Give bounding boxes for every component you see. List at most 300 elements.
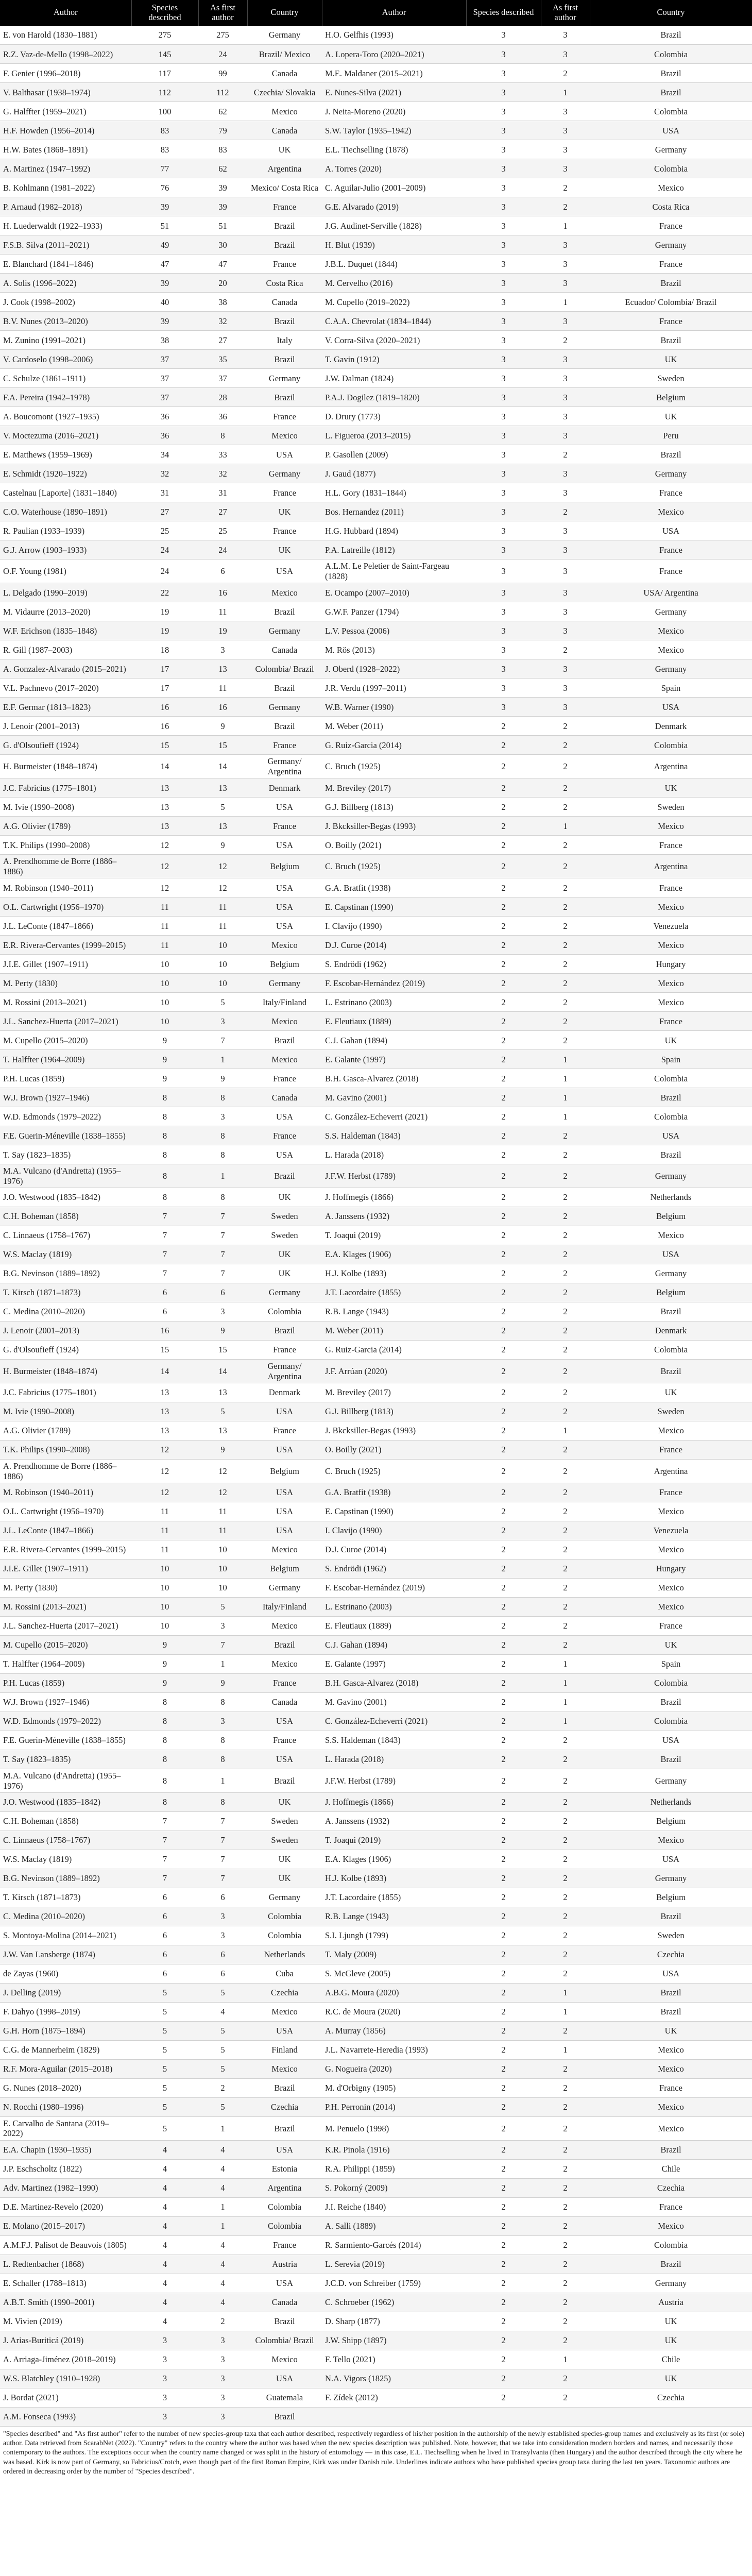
as-first-author-cell: 1 <box>198 2197 247 2216</box>
author-cell: R. Gill (1987–2003) <box>0 640 131 659</box>
as-first-author-cell-2: 3 <box>541 659 590 679</box>
species-described-cell-2: 2 <box>466 1964 541 1984</box>
species-described-cell: 25 <box>131 521 198 540</box>
country-cell-2: Germany <box>590 464 752 483</box>
species-described-cell: 5 <box>131 2060 198 2079</box>
as-first-author-cell: 3 <box>198 1712 247 1731</box>
author-cell: J.L. Sanchez-Huerta (2017–2021) <box>0 1617 131 1636</box>
author-cell-2: C. Bruch (1925) <box>322 855 466 878</box>
table-row <box>0 1888 752 1907</box>
country-cell-2: Mexico <box>590 1502 752 1521</box>
species-described-cell-2: 2 <box>466 1750 541 1769</box>
country-cell: Colombia <box>247 1907 322 1926</box>
species-described-cell-2: 2 <box>466 2274 541 2293</box>
country-cell: Mexico <box>247 1617 322 1636</box>
author-cell-2: G.A. Bratfit (1938) <box>322 878 466 897</box>
author-cell: J.P. Eschscholtz (1822) <box>0 2159 131 2178</box>
table-row <box>0 1421 752 1440</box>
table-row <box>0 560 752 583</box>
as-first-author-cell-2: 2 <box>541 1460 590 1483</box>
species-described-cell: 4 <box>131 2140 198 2159</box>
country-cell: Belgium <box>247 955 322 974</box>
as-first-author-cell: 5 <box>198 2022 247 2041</box>
author-cell-2: L. Figueroa (2013–2015) <box>322 426 466 445</box>
table-row <box>0 640 752 659</box>
table-row <box>0 1360 752 1383</box>
species-described-cell: 37 <box>131 350 198 369</box>
species-described-cell: 7 <box>131 1207 198 1226</box>
table-row <box>0 1617 752 1636</box>
author-cell-2: J.W. Shipp (1897) <box>322 2331 466 2350</box>
author-cell: J.L. LeConte (1847–1866) <box>0 1521 131 1540</box>
as-first-author-cell-2: 3 <box>541 235 590 255</box>
as-first-author-cell: 7 <box>198 1264 247 1283</box>
species-described-cell: 6 <box>131 1283 198 1302</box>
country-cell: USA <box>247 1521 322 1540</box>
as-first-author-cell: 12 <box>198 1483 247 1502</box>
species-described-cell: 11 <box>131 936 198 955</box>
as-first-author-cell: 9 <box>198 717 247 736</box>
as-first-author-cell-2: 2 <box>541 2274 590 2293</box>
author-cell: E.R. Rivera-Cervantes (1999–2015) <box>0 1540 131 1560</box>
table-row <box>0 679 752 698</box>
country-cell: USA <box>247 1483 322 1502</box>
as-first-author-cell: 4 <box>198 2255 247 2274</box>
species-described-cell: 4 <box>131 2197 198 2216</box>
as-first-author-cell-2: 1 <box>541 1655 590 1674</box>
country-cell: UK <box>247 1850 322 1869</box>
as-first-author-cell: 1 <box>198 1164 247 1188</box>
species-described-cell-2: 2 <box>466 1360 541 1383</box>
table-row <box>0 1145 752 1164</box>
table-row <box>0 717 752 736</box>
species-described-cell: 10 <box>131 1012 198 1031</box>
species-described-cell: 117 <box>131 64 198 83</box>
author-cell-2: T. Gavin (1912) <box>322 350 466 369</box>
country-cell-2: Brazil <box>590 26 752 45</box>
author-cell: J. Lenoir (2001–2013) <box>0 1321 131 1341</box>
author-cell: W.S. Maclay (1819) <box>0 1245 131 1264</box>
country-cell-2: France <box>590 2197 752 2216</box>
country-cell-2: UK <box>590 1031 752 1050</box>
author-cell: A. Boucomont (1927–1935) <box>0 407 131 426</box>
table-row <box>0 2312 752 2331</box>
country-cell-2: Mexico <box>590 897 752 917</box>
as-first-author-cell: 6 <box>198 560 247 583</box>
author-cell-2: E. Nunes-Silva (2021) <box>322 83 466 102</box>
as-first-author-cell: 14 <box>198 1360 247 1383</box>
species-described-cell: 22 <box>131 583 198 602</box>
as-first-author-cell-2: 2 <box>541 2216 590 2235</box>
as-first-author-cell-2: 2 <box>541 798 590 817</box>
author-cell: N. Rocchi (1980–1996) <box>0 2098 131 2117</box>
as-first-author-cell: 12 <box>198 878 247 897</box>
author-cell: F.E. Guerin-Méneville (1838–1855) <box>0 1126 131 1145</box>
table-row <box>0 1483 752 1502</box>
author-cell-2: E. Capstinan (1990) <box>322 1502 466 1521</box>
as-first-author-cell: 8 <box>198 1731 247 1750</box>
table-row <box>0 1750 752 1769</box>
country-cell: Sweden <box>247 1831 322 1850</box>
author-cell-2: L. Harada (2018) <box>322 1750 466 1769</box>
as-first-author-cell: 62 <box>198 159 247 178</box>
species-described-cell-2: 3 <box>466 621 541 640</box>
as-first-author-cell: 11 <box>198 897 247 917</box>
country-cell-2: Hungary <box>590 955 752 974</box>
as-first-author-cell: 4 <box>198 2159 247 2178</box>
author-cell-2: J.I. Reiche (1840) <box>322 2197 466 2216</box>
as-first-author-cell-2: 2 <box>541 993 590 1012</box>
as-first-author-cell-2: 2 <box>541 2117 590 2141</box>
author-cell-2: A. Janssens (1932) <box>322 1207 466 1226</box>
species-described-cell: 8 <box>131 1731 198 1750</box>
species-described-cell-2: 2 <box>466 2331 541 2350</box>
country-cell-2: Spain <box>590 679 752 698</box>
country-cell: Colombia <box>247 1302 322 1321</box>
as-first-author-cell: 5 <box>198 2098 247 2117</box>
species-described-cell: 5 <box>131 2022 198 2041</box>
table-row <box>0 2407 752 2426</box>
table-row <box>0 2003 752 2022</box>
species-described-cell: 39 <box>131 274 198 293</box>
author-cell: C.H. Boheman (1858) <box>0 1812 131 1831</box>
author-cell: V. Moctezuma (2016–2021) <box>0 426 131 445</box>
as-first-author-cell-2: 3 <box>541 140 590 159</box>
author-cell: J.L. Sanchez-Huerta (2017–2021) <box>0 1012 131 1031</box>
species-described-cell-2: 3 <box>466 426 541 445</box>
author-cell: A. Prendhomme de Borre (1886–1886) <box>0 855 131 878</box>
author-cell-2: M.E. Maldaner (2015–2021) <box>322 64 466 83</box>
author-cell-2: D.J. Curoe (2014) <box>322 1540 466 1560</box>
table-row <box>0 2098 752 2117</box>
country-cell-2: Denmark <box>590 717 752 736</box>
table-row <box>0 2022 752 2041</box>
author-cell-2: S.I. Ljungh (1799) <box>322 1926 466 1945</box>
table-header <box>0 0 752 26</box>
as-first-author-cell: 37 <box>198 369 247 388</box>
country-cell: France <box>247 2235 322 2255</box>
table-row <box>0 855 752 878</box>
species-described-cell: 16 <box>131 717 198 736</box>
author-cell: L. Delgado (1990–2019) <box>0 583 131 602</box>
country-cell: Mexico <box>247 102 322 121</box>
author-cell-2: J.L. Navarrete-Heredia (1993) <box>322 2041 466 2060</box>
author-cell-2: T. Maly (2009) <box>322 1945 466 1964</box>
species-described-cell: 83 <box>131 121 198 140</box>
table-row <box>0 1521 752 1540</box>
country-cell-2: Mexico <box>590 2216 752 2235</box>
table-row <box>0 1964 752 1984</box>
as-first-author-cell: 10 <box>198 1579 247 1598</box>
as-first-author-cell-2: 2 <box>541 1636 590 1655</box>
country-cell: Guatemala <box>247 2388 322 2407</box>
species-described-cell: 10 <box>131 1617 198 1636</box>
author-cell-2: S. Endrödi (1962) <box>322 955 466 974</box>
as-first-author-cell-2: 1 <box>541 83 590 102</box>
country-cell-2: Brazil <box>590 1693 752 1712</box>
table-row <box>0 2235 752 2255</box>
table-row <box>0 1383 752 1402</box>
author-cell: E. Blanchard (1841–1846) <box>0 255 131 274</box>
country-cell-2: USA <box>590 1850 752 1869</box>
country-cell-2: Brazil <box>590 1302 752 1321</box>
as-first-author-cell: 7 <box>198 1812 247 1831</box>
species-described-cell: 275 <box>131 26 198 45</box>
table-row <box>0 817 752 836</box>
as-first-author-cell-2: 2 <box>541 640 590 659</box>
author-cell-2: S. Endrödi (1962) <box>322 1560 466 1579</box>
species-described-cell-2: 2 <box>466 1283 541 1302</box>
country-cell-2: Mexico <box>590 974 752 993</box>
country-cell: France <box>247 1341 322 1360</box>
author-cell: W.J. Brown (1927–1946) <box>0 1088 131 1107</box>
as-first-author-cell: 15 <box>198 736 247 755</box>
country-cell: UK <box>247 1793 322 1812</box>
author-cell: C. Medina (2010–2020) <box>0 1907 131 1926</box>
species-described-cell-2: 2 <box>466 1069 541 1088</box>
species-described-cell-2: 3 <box>466 102 541 121</box>
col-header-country-2: Country <box>590 0 752 26</box>
author-cell-2: C.A.A. Chevrolat (1834–1844) <box>322 312 466 331</box>
country-cell-2: France <box>590 483 752 502</box>
country-cell-2: Mexico <box>590 640 752 659</box>
species-described-cell: 4 <box>131 2235 198 2255</box>
as-first-author-cell: 10 <box>198 955 247 974</box>
col-header-species-described: Species described <box>131 0 198 26</box>
country-cell-2: Ecuador/ Colombia/ Brazil <box>590 293 752 312</box>
species-described-cell: 8 <box>131 1693 198 1712</box>
as-first-author-cell: 5 <box>198 993 247 1012</box>
table-row <box>0 755 752 778</box>
species-described-cell-2: 2 <box>466 1907 541 1926</box>
country-cell: Germany <box>247 974 322 993</box>
species-described-cell: 9 <box>131 1031 198 1050</box>
author-cell: J.O. Westwood (1835–1842) <box>0 1793 131 1812</box>
country-cell: USA <box>247 2022 322 2041</box>
species-described-cell: 112 <box>131 83 198 102</box>
as-first-author-cell: 36 <box>198 407 247 426</box>
species-described-cell: 4 <box>131 2159 198 2178</box>
as-first-author-cell-2: 2 <box>541 1926 590 1945</box>
species-described-cell-2: 2 <box>466 2079 541 2098</box>
table-row <box>0 1850 752 1869</box>
author-cell: E. von Harold (1830–1881) <box>0 26 131 45</box>
country-cell-2: France <box>590 1483 752 1502</box>
country-cell-2: Mexico <box>590 1226 752 1245</box>
author-cell-2: C. Aguilar-Julio (2001–2009) <box>322 178 466 197</box>
country-cell: UK <box>247 540 322 560</box>
species-described-cell-2: 3 <box>466 178 541 197</box>
species-described-cell-2: 3 <box>466 121 541 140</box>
table-row <box>0 159 752 178</box>
as-first-author-cell-2: 3 <box>541 350 590 369</box>
species-described-cell-2: 2 <box>466 917 541 936</box>
country-cell: Brazil <box>247 1769 322 1793</box>
as-first-author-cell-2: 2 <box>541 1560 590 1579</box>
species-described-cell-2: 2 <box>466 1831 541 1850</box>
as-first-author-cell-2: 2 <box>541 445 590 464</box>
author-cell: M. Vivien (2019) <box>0 2312 131 2331</box>
table-row <box>0 255 752 274</box>
species-described-cell-2: 2 <box>466 2369 541 2388</box>
author-cell: M. Robinson (1940–2011) <box>0 878 131 897</box>
as-first-author-cell: 8 <box>198 1088 247 1107</box>
country-cell-2: Brazil <box>590 2003 752 2022</box>
species-described-cell: 27 <box>131 502 198 521</box>
species-described-cell-2: 2 <box>466 855 541 878</box>
country-cell-2: Mexico <box>590 936 752 955</box>
species-described-cell-2: 2 <box>466 974 541 993</box>
author-cell: J.C. Fabricius (1775–1801) <box>0 778 131 798</box>
country-cell-2: Venezuela <box>590 1521 752 1540</box>
author-cell: J.I.E. Gillet (1907–1911) <box>0 955 131 974</box>
author-cell-2: W.B. Warner (1990) <box>322 698 466 717</box>
author-cell-2: C. González-Echeverri (2021) <box>322 1712 466 1731</box>
table-row <box>0 1831 752 1850</box>
country-cell-2: Sweden <box>590 1926 752 1945</box>
country-cell-2: Czechia <box>590 1945 752 1964</box>
author-cell-2: G. Nogueira (2020) <box>322 2060 466 2079</box>
as-first-author-cell: 275 <box>198 26 247 45</box>
table-row <box>0 778 752 798</box>
as-first-author-cell-2: 3 <box>541 679 590 698</box>
species-described-cell: 37 <box>131 369 198 388</box>
table-row <box>0 2255 752 2274</box>
species-described-cell: 4 <box>131 2255 198 2274</box>
species-described-cell-2: 2 <box>466 1888 541 1907</box>
country-cell: USA <box>247 1402 322 1421</box>
as-first-author-cell: 9 <box>198 1321 247 1341</box>
country-cell: Argentina <box>247 159 322 178</box>
author-cell-2: E. Capstinan (1990) <box>322 897 466 917</box>
species-described-cell: 14 <box>131 1360 198 1383</box>
species-described-cell-2: 2 <box>466 1207 541 1226</box>
table-row <box>0 1460 752 1483</box>
author-cell: T. Say (1823–1835) <box>0 1145 131 1164</box>
author-cell: C.G. de Mannerheim (1829) <box>0 2041 131 2060</box>
as-first-author-cell-2: 2 <box>541 1598 590 1617</box>
author-cell: W.J. Brown (1927–1946) <box>0 1693 131 1712</box>
species-described-cell: 3 <box>131 2407 198 2426</box>
country-cell: USA <box>247 560 322 583</box>
species-described-cell: 24 <box>131 540 198 560</box>
as-first-author-cell: 25 <box>198 521 247 540</box>
as-first-author-cell-2: 3 <box>541 407 590 426</box>
table-row <box>0 197 752 216</box>
country-cell-2: Austria <box>590 2293 752 2312</box>
author-cell-2: M. Cupello (2019–2022) <box>322 293 466 312</box>
species-described-cell: 76 <box>131 178 198 197</box>
species-described-cell-2: 2 <box>466 1440 541 1460</box>
table-row <box>0 1188 752 1207</box>
as-first-author-cell: 9 <box>198 1069 247 1088</box>
species-described-cell: 38 <box>131 331 198 350</box>
table-row <box>0 369 752 388</box>
country-cell: Colombia <box>247 2197 322 2216</box>
author-cell: R.Z. Vaz-de-Mello (1998–2022) <box>0 45 131 64</box>
country-cell-2: Brazil <box>590 1088 752 1107</box>
as-first-author-cell: 47 <box>198 255 247 274</box>
author-cell: A. Arriaga-Jiménez (2018–2019) <box>0 2350 131 2369</box>
country-cell: Canada <box>247 1088 322 1107</box>
as-first-author-cell-2: 2 <box>541 178 590 197</box>
as-first-author-cell-2: 2 <box>541 1402 590 1421</box>
species-described-cell: 6 <box>131 1888 198 1907</box>
as-first-author-cell-2: 2 <box>541 1321 590 1341</box>
author-cell-2: C. Bruch (1925) <box>322 1460 466 1483</box>
species-described-cell-2: 2 <box>466 2060 541 2079</box>
species-described-cell-2: 3 <box>466 235 541 255</box>
author-cell: M. Perty (1830) <box>0 974 131 993</box>
species-described-cell-2: 2 <box>466 1674 541 1693</box>
author-cell: A. Solis (1996–2022) <box>0 274 131 293</box>
country-cell-2: Mexico <box>590 1579 752 1598</box>
as-first-author-cell-2: 1 <box>541 1712 590 1731</box>
species-described-cell: 10 <box>131 1579 198 1598</box>
as-first-author-cell-2: 3 <box>541 521 590 540</box>
species-described-cell: 51 <box>131 216 198 235</box>
as-first-author-cell-2: 3 <box>541 426 590 445</box>
country-cell-2: UK <box>590 1383 752 1402</box>
country-cell: Denmark <box>247 1383 322 1402</box>
as-first-author-cell-2: 2 <box>541 2140 590 2159</box>
species-described-cell: 39 <box>131 197 198 216</box>
country-cell: Brazil <box>247 2079 322 2098</box>
country-cell: Italy <box>247 331 322 350</box>
author-cell: A.B.T. Smith (1990–2001) <box>0 2293 131 2312</box>
author-cell-2: D.J. Curoe (2014) <box>322 936 466 955</box>
as-first-author-cell-2: 2 <box>541 2369 590 2388</box>
species-described-cell: 8 <box>131 1188 198 1207</box>
as-first-author-cell: 35 <box>198 350 247 369</box>
country-cell: France <box>247 197 322 216</box>
as-first-author-cell: 3 <box>198 1926 247 1945</box>
author-cell-2: H. Blut (1939) <box>322 235 466 255</box>
author-cell: J.L. LeConte (1847–1866) <box>0 917 131 936</box>
author-cell-2: J.T. Lacordaire (1855) <box>322 1283 466 1302</box>
country-cell: Brazil <box>247 388 322 407</box>
author-cell-2: C. Bruch (1925) <box>322 755 466 778</box>
species-described-cell: 10 <box>131 955 198 974</box>
country-cell-2: Belgium <box>590 1812 752 1831</box>
species-described-cell-2: 2 <box>466 2312 541 2331</box>
as-first-author-cell: 5 <box>198 1402 247 1421</box>
country-cell: Mexico/ Costa Rica <box>247 178 322 197</box>
author-cell: L. Redtenbacher (1868) <box>0 2255 131 2274</box>
species-described-cell-2: 2 <box>466 1579 541 1598</box>
country-cell: Belgium <box>247 1560 322 1579</box>
species-described-cell-2: 2 <box>466 1088 541 1107</box>
species-described-cell-2: 3 <box>466 464 541 483</box>
as-first-author-cell: 13 <box>198 659 247 679</box>
species-described-cell: 13 <box>131 1383 198 1402</box>
as-first-author-cell-2: 2 <box>541 1907 590 1926</box>
as-first-author-cell: 10 <box>198 1560 247 1579</box>
as-first-author-cell-2: 2 <box>541 1188 590 1207</box>
species-described-cell: 6 <box>131 1302 198 1321</box>
country-cell: Germany <box>247 369 322 388</box>
author-cell-2: P. Gasollen (2009) <box>322 445 466 464</box>
author-cell: O.F. Young (1981) <box>0 560 131 583</box>
country-cell-2: Mexico <box>590 1831 752 1850</box>
country-cell-2: Brazil <box>590 1984 752 2003</box>
species-described-cell: 13 <box>131 1402 198 1421</box>
author-cell: G.J. Arrow (1903–1933) <box>0 540 131 560</box>
country-cell: USA <box>247 1712 322 1731</box>
author-cell-2: M. Cervelho (2016) <box>322 274 466 293</box>
author-cell-2: E. Ocampo (2007–2010) <box>322 583 466 602</box>
species-described-cell-2: 2 <box>466 1850 541 1869</box>
